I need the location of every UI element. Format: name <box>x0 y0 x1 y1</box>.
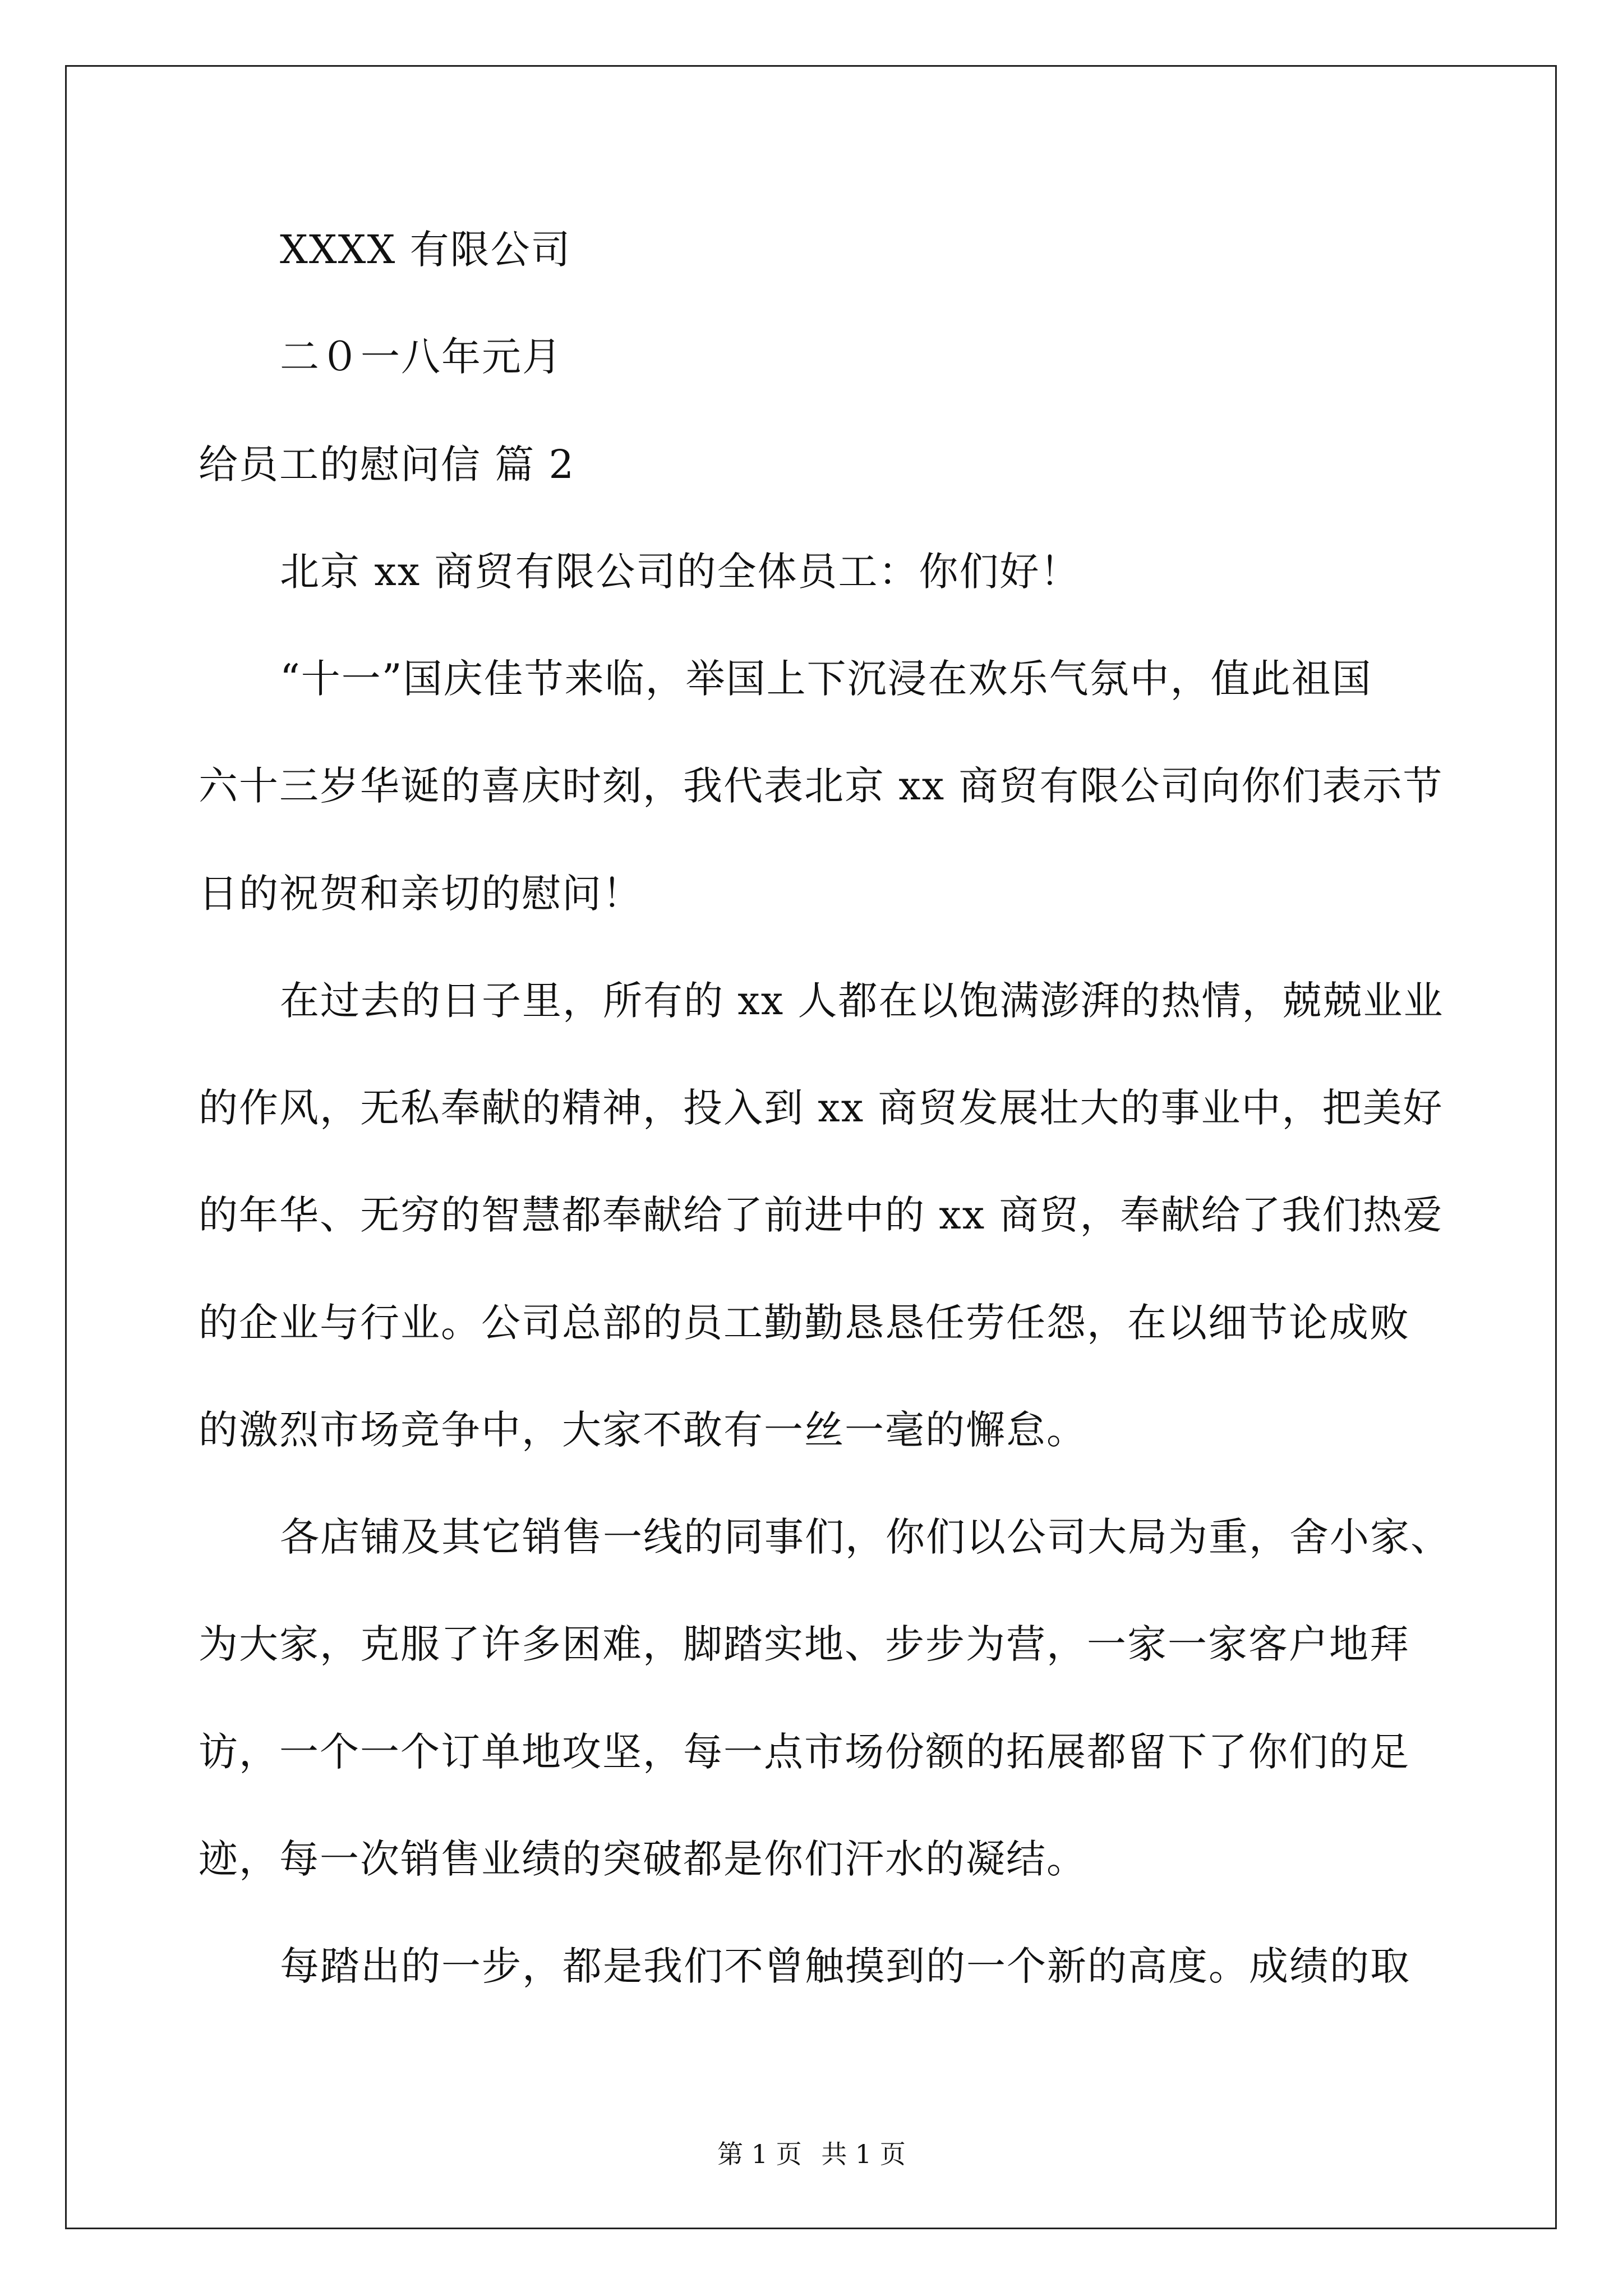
greeting-line: 北京 xx 商贸有限公司的全体员工：你们好！ <box>280 549 1081 595</box>
paragraph-line: 的激烈市场竞争中，大家不敢有一丝一毫的懈怠。 <box>199 1407 1087 1453</box>
letter-heading: 给员工的慰问信 篇 2 <box>199 441 575 487</box>
date-line: 二０一八年元月 <box>280 334 562 380</box>
paragraph-line: 日的祝贺和亲切的慰问！ <box>199 871 643 917</box>
paragraph-line: 访，一个一个订单地攻坚，每一点市场份额的拓展都留下了你们的足 <box>199 1729 1410 1775</box>
paragraph-line: 的企业与行业。公司总部的员工勤勤恳恳任劳任怨，在以细节论成败 <box>199 1300 1410 1346</box>
page-total: 共 1 页 <box>821 2139 906 2169</box>
paragraph-line: “十一”国庆佳节来临，举国上下沉浸在欢乐气氛中，值此祖国 <box>280 656 1372 702</box>
paragraph-line: 各店铺及其它销售一线的同事们，你们以公司大局为重，舍小家、 <box>280 1514 1451 1560</box>
paragraph-line: 为大家，克服了许多困难，脚踏实地、步步为营，一家一家客户地拜 <box>199 1621 1410 1667</box>
page-number: 第 1 页 <box>717 2139 802 2169</box>
company-line: XXXX 有限公司 <box>280 227 571 273</box>
paragraph-line: 的年华、无穷的智慧都奉献给了前进中的 xx 商贸，奉献给了我们热爱 <box>199 1192 1444 1238</box>
paragraph-line: 的作风，无私奉献的精神，投入到 xx 商贸发展壮大的事业中，把美好 <box>199 1085 1444 1131</box>
page-footer <box>0 2137 1623 2171</box>
paragraph-line: 在过去的日子里，所有的 xx 人都在以饱满澎湃的热情，兢兢业业 <box>280 978 1444 1024</box>
paragraph-line: 六十三岁华诞的喜庆时刻，我代表北京 xx 商贸有限公司向你们表示节 <box>199 763 1444 809</box>
page-border <box>65 65 1557 2229</box>
paragraph-line: 迹，每一次销售业绩的突破都是你们汗水的凝结。 <box>199 1836 1087 1882</box>
paragraph-line: 每踏出的一步，都是我们不曾触摸到的一个新的高度。成绩的取 <box>280 1943 1410 1989</box>
